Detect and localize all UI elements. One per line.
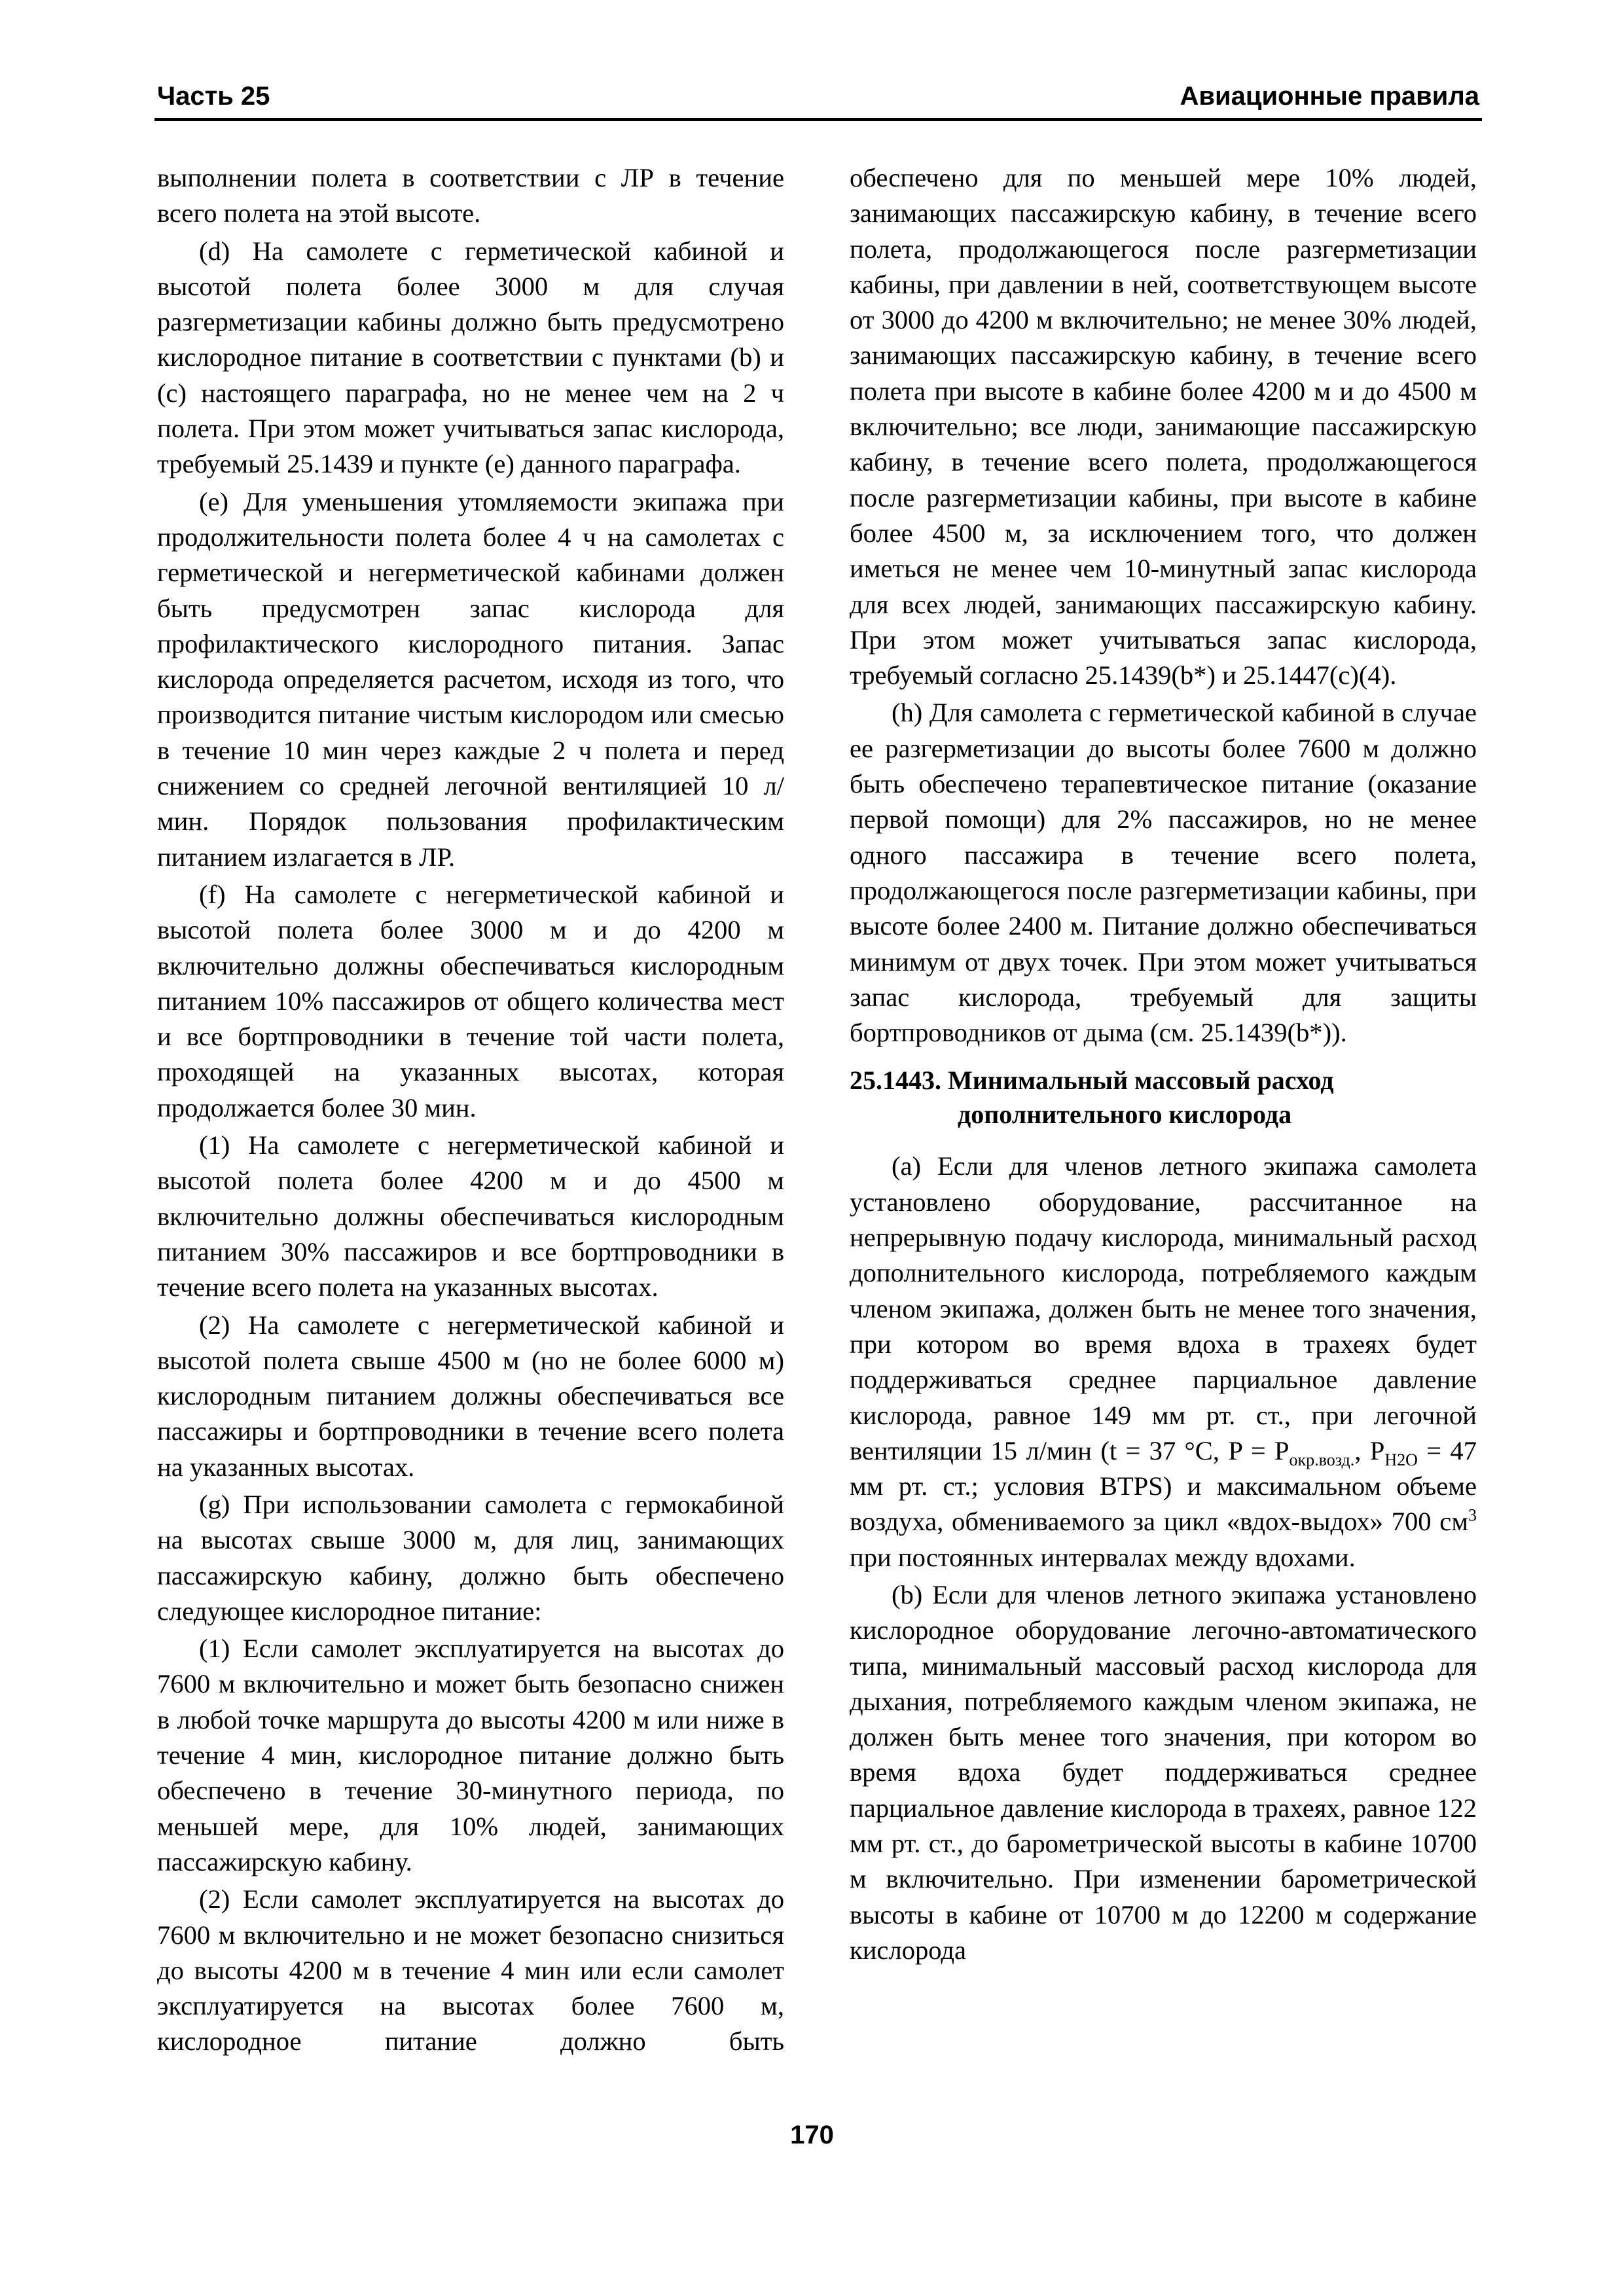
paragraph-g1: (1) Если самолет эксплуатируется на высотах до 7600 м включительно и может быть безопасно снижен в любой точке маршрута до высоты 4200 м или ниже в течение 4 мин, кислородное питание должно быть обеспечено в течение 30-минутного периода, по меньшей мере, для 10% людей, занимающих пассажирскую кабину. [157, 1634, 784, 1876]
cube-superscript: 3 [1468, 1505, 1477, 1525]
page-number: 170 [790, 2121, 834, 2149]
formula-sub-2: 2 [1397, 1450, 1406, 1469]
section-number: 25.1443. [850, 1066, 941, 1096]
formula-sep: , P [1354, 1435, 1385, 1465]
header-part-label: Часть 25 [157, 82, 270, 111]
paragraph-g: (g) При использовании самолета с гермокабиной на высотах свыше 3000 м, для лиц, занимающих пассажирскую кабину, должно быть обеспечено следующее кислородное питание: [157, 1489, 784, 1626]
header-title: Авиационные правила [1180, 82, 1479, 111]
paragraph: выполнении полета в соответствии с ЛР в течение всего полета на этой высоте. [157, 163, 784, 228]
paragraph-e: (e) Для уменьшения утомляемости экипажа при продолжительности полета более 4 ч на самолетах с герметической и негерметической кабинами должен быть предусмотрен запас кислорода для профилактического кислородного питания. Запас кислорода определяется расчетом, исходя из того, что производится питание чистым кислородом или смесью в течение 10 мин через каждые 2 ч полета и перед снижением со средней легочной вентиляцией 10 л/мин. Порядок пользования профилактическим питанием излагается в ЛР. [157, 486, 784, 872]
paragraph-a-cont: = 47 мм рт. ст.; условия BTPS) и максимальном объеме воздуха, обмениваемого за цикл «вдох-выдох» 700 см [850, 1435, 1477, 1537]
formula-sub-h: H [1384, 1450, 1398, 1469]
left-column [157, 160, 784, 2062]
page-header [154, 77, 1482, 121]
formula-sub-h2o [1384, 1450, 1418, 1469]
paragraph-f1: (1) На самолете с негерметической кабиной и высотой полета более 4200 м и до 4500 м включительно должны обеспечиваться кислородным питанием 30% пассажиров и все бортпроводники в течение всего полета на указанных высотах. [157, 1130, 784, 1302]
paragraph-b: (b) Если для членов летного экипажа установлено кислородное оборудование легочно-автоматического типа, минимальный массовый расход кислорода для дыхания, потребляемого каждым членом экипажа, не должен быть менее того значения, при котором во время вдоха будет поддерживаться среднее парциальное давление кислорода в трахеях, равное 122 мм рт. ст., до барометрической высоты в кабине 10700 м включительно. При изменении барометрической высоты в кабине от 10700 м до 12200 м содержание кислорода [850, 1579, 1477, 1965]
paragraph-f2: (2) На самолете с негерметической кабиной и высотой полета свыше 4500 м (но не более 6000 м) кислородным питанием должны обеспечиваться все пассажиры и бортпроводники в течение всего полета на указанных высотах. [157, 1310, 784, 1482]
paragraph-h: (h) Для самолета с герметической кабиной в случае ее разгерметизации до высоты более 7600 м должно быть обеспечено терапевтическое питание (оказание первой помощи) для 2% пассажиров, но не менее одного пассажира в течение всего полета, продолжающегося после разгерметизации кабины, при высоте более 2400 м. Питание должно обеспечиваться минимум от двух точек. При этом может учитываться запас кислорода, требуемый для защиты бортпроводников от дыма (см. 25.1439(b*)). [850, 698, 1477, 1048]
paragraph-a-text: (a) Если для членов летного экипажа самолета установлено оборудование, рассчитанное на непрерывную подачу кислорода, минимальный расход дополнительного кислорода, потребляемого каждым членом экипажа, должен быть не менее того значения, при котором во время вдоха в трахеях будет поддерживаться среднее парциальное давление кислорода, равное 149 мм рт. ст., при легочной вентиляции 15 л/мин (t = 37 °C, [850, 1151, 1477, 1465]
paragraph-continued: обеспечено для по меньшей мере 10% людей, занимающих пассажирскую кабину, в течение всего полета, продолжающегося после разгерметизации кабины, при давлении в ней, соответствующем высоте от 3000 до 4200 м включительно; не менее 30% людей, занимающих пассажирскую кабину, в течение всего полета при высоте в кабине более 4200 м и до 4500 м включительно; все люди, занимающие пассажирскую кабину, в течение всего полета, продолжающегося после разгерметизации кабины, при высоте в кабине более 4500 м, за исключением того, что должен иметься не менее чем 10-минутный запас кислорода для всех людей, занимающих пассажирскую кабину. При этом может учитываться запас кислорода, требуемый согласно 25.1439(b*) и 25.1447(c)(4). [850, 163, 1477, 691]
right-column [850, 160, 1477, 1970]
paragraph-g2: (2) Если самолет эксплуатируется на высотах до 7600 м включительно и не может безопасно снизиться до высоты 4200 м в течение 4 мин или если самолет эксплуатируется на высотах более 7600 м, кислородное питание должно быть [157, 1884, 784, 2056]
paragraph-f: (f) На самолете с негерметической кабиной и высотой полета более 3000 м и до 4200 м включительно должны обеспечиваться кислородным питанием 10% пассажиров от общего количества мест и все бортпроводники в течение той части полета, проходящей на указанных высотах, которая продолжается более 30 мин. [157, 879, 784, 1122]
formula-p: P = P [1228, 1435, 1290, 1465]
formula-sub-air: окр.возд. [1289, 1450, 1355, 1469]
paragraph-a [850, 1149, 1477, 1575]
section-heading [850, 1064, 1477, 1132]
section-title-line1: Минимальный массовый расход [948, 1066, 1334, 1096]
paragraph-d: (d) На самолете с герметической кабиной и высотой полета более 3000 м для случая разгерметизации кабины должно быть предусмотрено кислородное питание в соответствии с пунктами (b) и (c) настоящего параграфа, но не менее чем на 2 ч полета. При этом может учитываться запас кислорода, требуемый 25.1439 и пункте (e) данного параграфа. [157, 236, 784, 479]
formula-sub-o: O [1405, 1450, 1418, 1469]
paragraph-a-end: при постоянных интервалах между вдохами. [850, 1542, 1356, 1572]
section-title-line2: дополнительного кислорода [958, 1100, 1292, 1130]
